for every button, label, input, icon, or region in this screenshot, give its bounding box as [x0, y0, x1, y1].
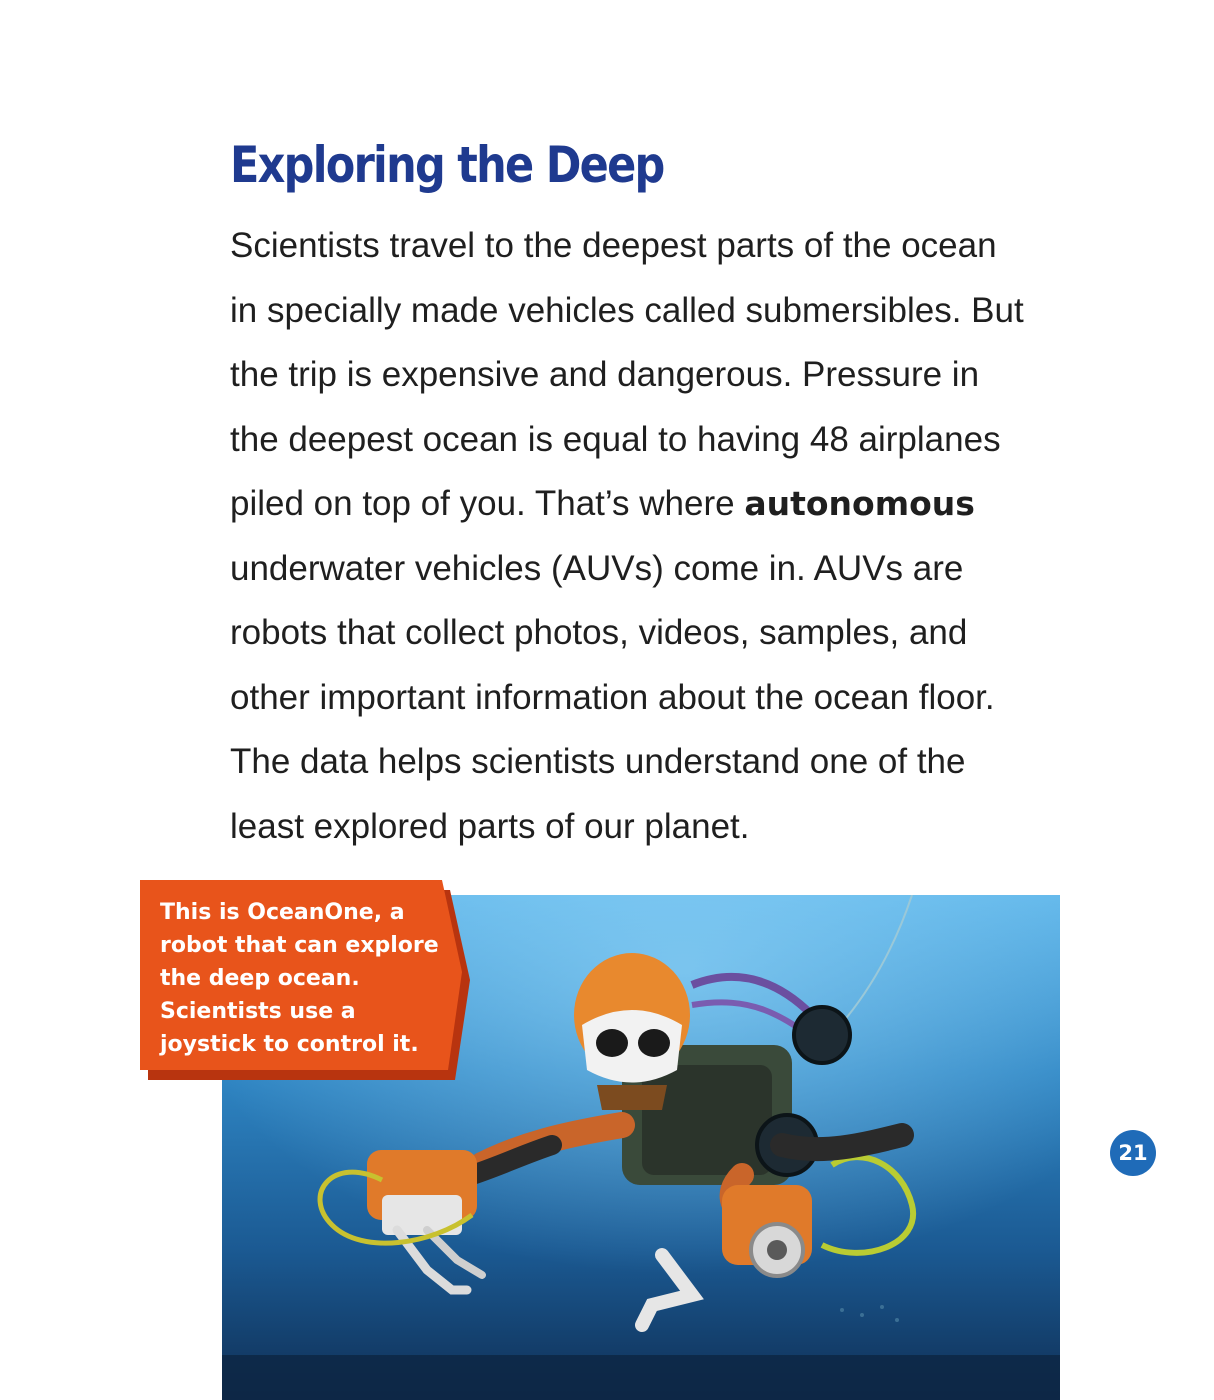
photo-caption-box — [140, 880, 470, 1080]
caption-text — [160, 896, 450, 1061]
paragraph-line: Scientists travel to the deepest parts of the ocean — [230, 226, 997, 265]
paragraph-line-with-term — [230, 472, 1090, 537]
paragraph-line: the trip is expensive and dangerous. Pressure in — [230, 355, 980, 394]
page-number-badge: 21 — [1110, 1130, 1156, 1176]
page-title: Exploring the Deep — [230, 136, 664, 194]
body-paragraph — [230, 214, 1090, 859]
paragraph-line: least explored parts of our planet. — [230, 806, 750, 846]
paragraph-line: the deepest ocean is equal to having 48 airplanes — [230, 419, 1001, 459]
caption-line: Scientists use a — [160, 999, 356, 1024]
paragraph-line: underwater vehicles (AUVs) come in. AUVs are — [230, 548, 964, 588]
paragraph-line: other important information about the ocean floor. — [230, 677, 995, 717]
paragraph-line: robots that collect photos, videos, samples, and — [230, 613, 968, 652]
caption-line: This is OceanOne, a — [160, 900, 405, 925]
paragraph-line: piled on top of you. That’s where — [230, 484, 745, 523]
caption-line: joystick to control it. — [160, 1032, 419, 1057]
paragraph-line: The data helps scientists understand one of the — [230, 742, 966, 781]
caption-line: the deep ocean. — [160, 966, 360, 991]
caption-line: robot that can explore — [160, 933, 439, 958]
paragraph-line: in specially made vehicles called submersibles. But — [230, 290, 1024, 330]
glossary-term[interactable]: autonomous — [744, 484, 975, 523]
